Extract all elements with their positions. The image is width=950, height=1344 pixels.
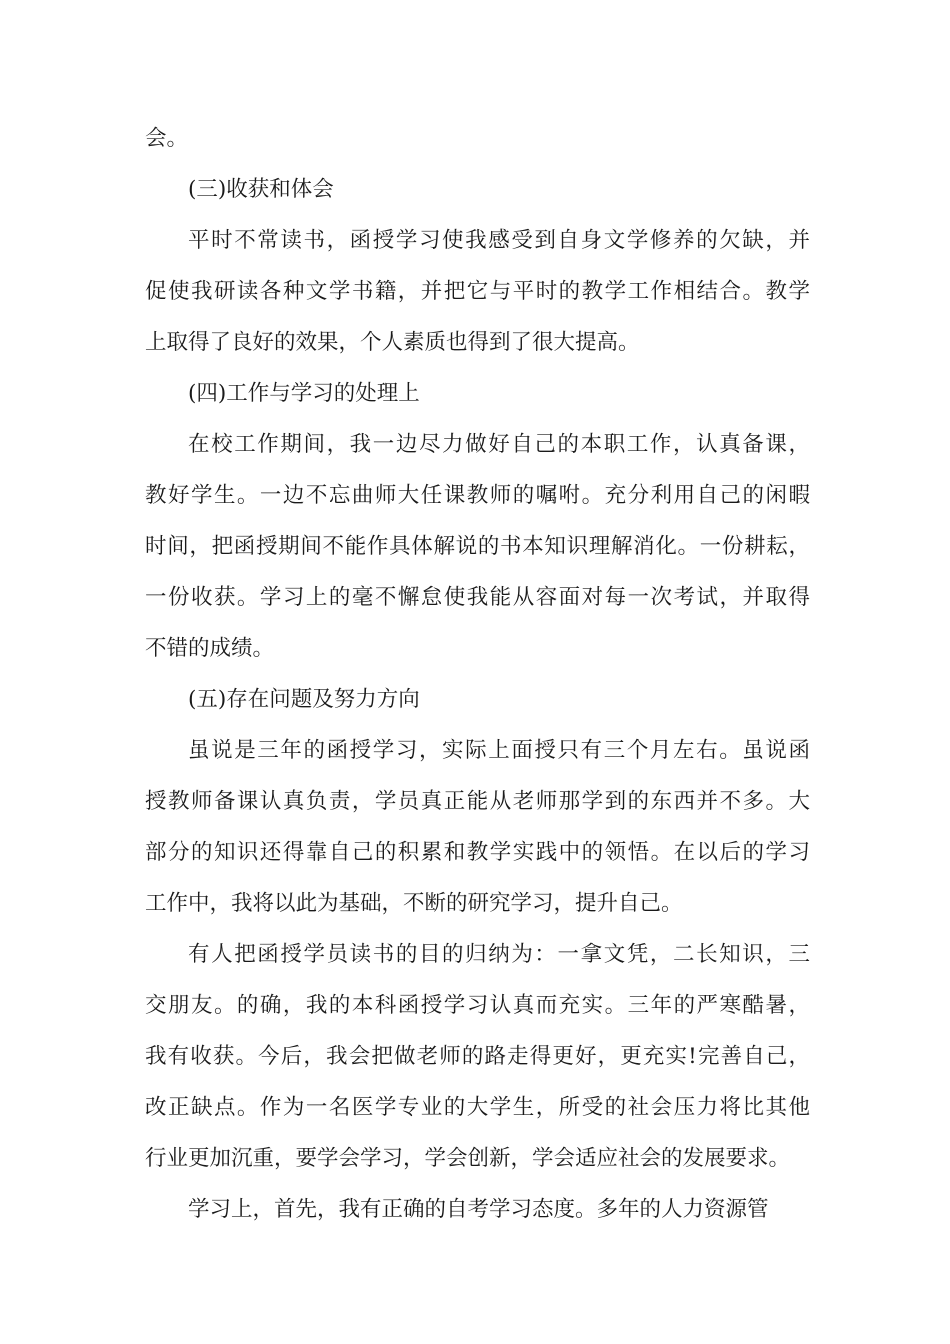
text-line: 一份收获。学习上的毫不懈怠使我能从容面对每一次考试，并取得 <box>145 585 810 610</box>
paragraph-continuation <box>145 113 810 164</box>
body-paragraph <box>145 929 810 1184</box>
body-paragraph <box>145 419 810 674</box>
text-line: 教好学生。一边不忘曲师大任课教师的嘱咐。充分利用自己的闲暇 <box>145 483 810 508</box>
text-line: 不错的成绩。 <box>145 636 275 661</box>
text-line: 我有收获。今后，我会把做老师的路走得更好，更充实!完善自己， <box>145 1044 810 1069</box>
text-line: (四)工作与学习的处理上 <box>188 381 420 406</box>
text-line: 平时不常读书，函授学习使我感受到自身文学修养的欠缺，并 <box>188 228 810 253</box>
text-line: 部分的知识还得靠自己的积累和教学实践中的领悟。在以后的学习 <box>145 840 810 865</box>
text-line: 授教师备课认真负责，学员真正能从老师那学到的东西并不多。大 <box>145 789 810 814</box>
document-body <box>145 113 810 1235</box>
text-line: (五)存在问题及努力方向 <box>188 687 420 712</box>
text-line: 上取得了良好的效果，个人素质也得到了很大提高。 <box>145 330 640 355</box>
text-line: 在校工作期间，我一边尽力做好自己的本职工作，认真备课， <box>188 432 810 457</box>
text-line: 时间，把函授期间不能作具体解说的书本知识理解消化。一份耕耘， <box>145 534 810 559</box>
text-line: 工作中，我将以此为基础，不断的研究学习，提升自己。 <box>145 891 683 916</box>
text-line: 有人把函授学员读书的目的归纳为：一拿文凭，二长知识，三 <box>188 942 810 967</box>
text-line: 学习上，首先，我有正确的自考学习态度。多年的人力资源管 <box>188 1197 769 1222</box>
text-line: 行业更加沉重，要学会学习，学会创新，学会适应社会的发展要求。 <box>145 1146 791 1171</box>
text-line: 会。 <box>145 126 189 151</box>
section-heading <box>145 368 810 419</box>
text-line: 促使我研读各种文学书籍，并把它与平时的教学工作相结合。教学 <box>145 279 810 304</box>
text-line: 虽说是三年的函授学习，实际上面授只有三个月左右。虽说函 <box>188 738 810 763</box>
body-paragraph <box>145 1184 810 1235</box>
body-paragraph <box>145 725 810 929</box>
text-line: 交朋友。的确，我的本科函授学习认真而充实。三年的严寒酷暑， <box>145 993 810 1018</box>
body-paragraph <box>145 215 810 368</box>
text-line: 改正缺点。作为一名医学专业的大学生，所受的社会压力将比其他 <box>145 1095 810 1120</box>
text-line: (三)收获和体会 <box>188 177 334 202</box>
section-heading <box>145 674 810 725</box>
section-heading <box>145 164 810 215</box>
